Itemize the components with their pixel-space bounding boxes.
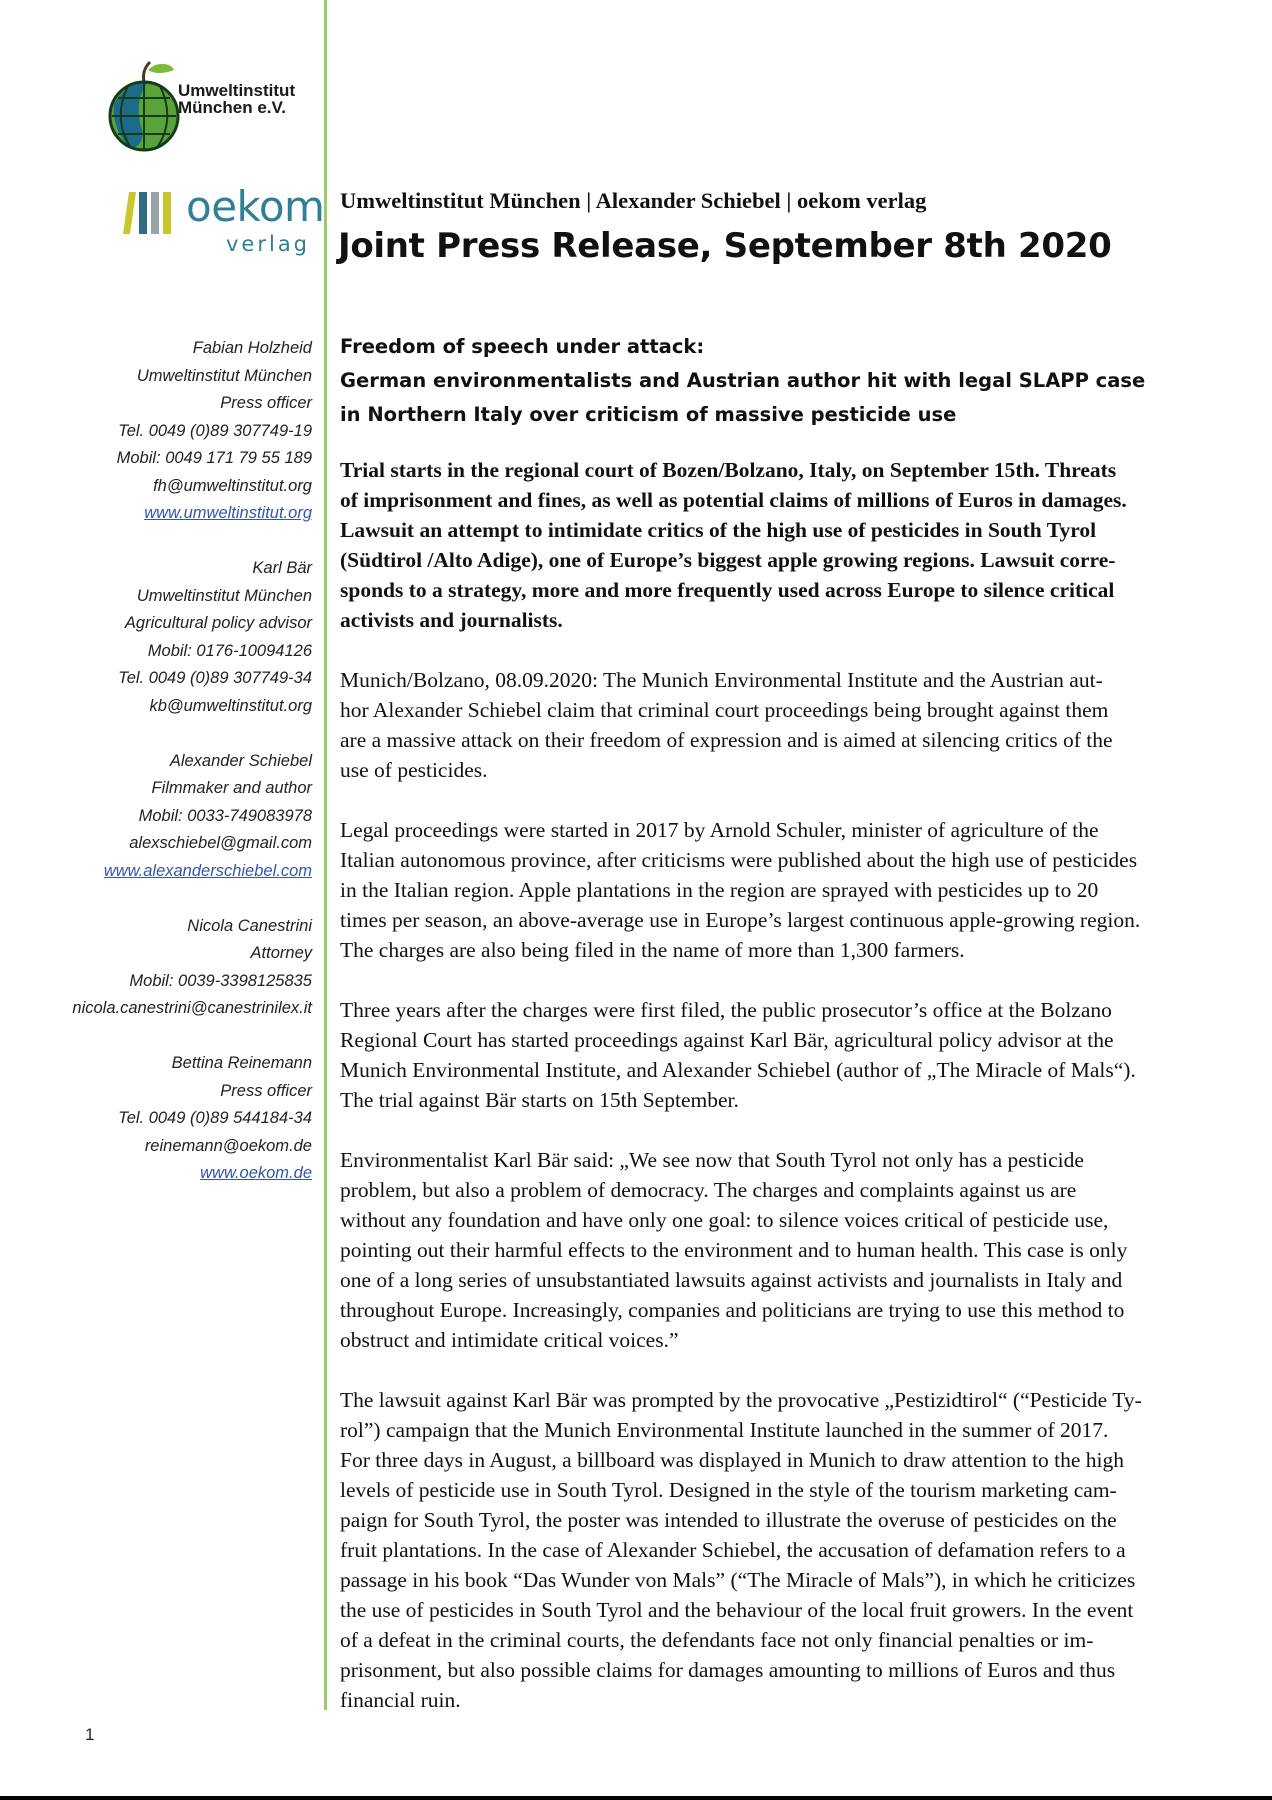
text-line: Munich/Bolzano, 08.09.2020: The Munich Environmental Institute and the Austrian aut-	[340, 668, 1103, 692]
text-line: (Südtirol /Alto Adige), one of Europe’s biggest apple growing regions. Lawsuit corre-	[340, 548, 1116, 572]
contact-organization: Umweltinstitut München	[136, 366, 312, 385]
contact-name: Alexander Schiebel	[169, 751, 312, 770]
subtitle-line: German environmentalists and Austrian author hit with legal SLAPP case	[340, 369, 1146, 392]
contact-organization: Umweltinstitut München	[136, 586, 312, 605]
contact-block	[12, 335, 312, 528]
text-line: Trial starts in the regional court of Bozen/Bolzano, Italy, on September 15th. Threats	[340, 458, 1117, 482]
page-bottom-rule	[0, 1796, 1272, 1800]
text-line: times per season, an above-average use in Europe’s largest continuous apple-growing region.	[340, 908, 1141, 932]
text-line: Regional Court has started proceedings against Karl Bär, agricultural policy advisor at the	[340, 1028, 1114, 1052]
contact-email[interactable]: alexschiebel@gmail.com	[129, 834, 312, 852]
vertical-divider	[324, 0, 327, 1710]
text-line: are a massive attack on their freedom of expression and is aimed at silencing critics of the	[340, 728, 1113, 752]
contact-role: Filmmaker and author	[151, 779, 312, 797]
body-paragraph	[340, 995, 1180, 1115]
text-line: Munich Environmental Institute, and Alexander Schiebel (author of „The Miracle of Mals“).	[340, 1058, 1136, 1082]
contacts-sidebar	[12, 335, 312, 1215]
contact-role: Attorney	[250, 944, 312, 962]
contact-website-link[interactable]: www.umweltinstitut.org	[144, 504, 312, 522]
page-number: 1	[85, 1725, 95, 1744]
text-line: For three days in August, a billboard was displayed in Munich to draw attention to the high	[340, 1448, 1125, 1472]
contact-role: Press officer	[220, 394, 312, 412]
text-line: the use of pesticides in South Tyrol and the behaviour of the local fruit growers. In the event	[340, 1598, 1134, 1622]
text-line: Lawsuit an attempt to intimidate critics of the high use of pesticides in South Tyrol	[340, 518, 1097, 542]
logo-text-line: Umweltinstitut	[178, 81, 296, 100]
oekom-verlag-logo	[118, 182, 325, 265]
contact-block	[12, 555, 312, 720]
body-paragraph	[340, 815, 1180, 965]
text-line: prisonment, but also possible claims for damages amounting to millions of Euros and thus	[340, 1658, 1116, 1682]
text-line: levels of pesticide use in South Tyrol. Designed in the style of the tourism marketing cam-	[340, 1478, 1117, 1502]
contact-email[interactable]: fh@umweltinstitut.org	[153, 476, 312, 495]
contact-website-link[interactable]: www.alexanderschiebel.com	[103, 861, 312, 880]
contact-mobile: Mobil: 0033-749083978	[138, 806, 312, 825]
oekom-wordmark: oekom	[186, 182, 325, 231]
logo-text-line: München e.V.	[178, 98, 287, 117]
text-line: rol”) campaign that the Munich Environmental Institute launched in the summer of 2017.	[340, 1418, 1109, 1442]
contact-role: Agricultural policy advisor	[124, 614, 312, 632]
contact-email[interactable]: reinemann@oekom.de	[144, 1136, 312, 1155]
contact-website-link[interactable]: www.oekom.de	[200, 1164, 312, 1182]
text-line: hor Alexander Schiebel claim that criminal court proceedings being brought against them	[340, 698, 1109, 722]
page-title: Joint Press Release, September 8th 2020	[338, 226, 1112, 266]
text-line: Three years after the charges were first filed, the public prosecutor’s office at the Bolzano	[340, 998, 1112, 1022]
text-line: throughout Europe. Increasingly, companies and politicians are trying to use this method to	[340, 1298, 1125, 1322]
contact-phone: Tel. 0049 (0)89 544184-34	[118, 1109, 312, 1127]
text-line: without any foundation and have only one goal: to silence voices critical of pesticide use,	[340, 1208, 1109, 1232]
contact-name: Karl Bär	[252, 559, 312, 577]
text-line: Legal proceedings were started in 2017 by Arnold Schuler, minister of agriculture of the	[340, 818, 1099, 842]
contact-block	[12, 1050, 312, 1188]
globe-apple-icon	[108, 60, 180, 155]
contact-email[interactable]: nicola.canestrini@canestrinilex.it	[72, 999, 312, 1017]
header-organizations: Umweltinstitut München | Alexander Schiebel | oekom verlag	[340, 188, 927, 213]
release-subtitle	[340, 330, 1200, 432]
release-body	[340, 455, 1180, 1745]
lead-paragraph	[340, 455, 1180, 635]
contact-name: Fabian Holzheid	[192, 339, 312, 357]
text-line: sponds to a strategy, more and more frequently used across Europe to silence critical	[340, 578, 1115, 602]
text-line: problem, but also a problem of democracy. The charges and complaints against us are	[340, 1178, 1077, 1202]
contact-mobile: Mobil: 0039-3398125835	[129, 971, 312, 990]
oekom-bars-icon	[118, 190, 188, 235]
text-line: Environmentalist Karl Bär said: „We see now that South Tyrol not only has a pesticide	[340, 1148, 1084, 1172]
text-line: one of a long series of unsubstantiated lawsuits against activists and journalists in Italy and	[340, 1268, 1123, 1292]
text-line: of imprisonment and fines, as well as potential claims of millions of Euros in damages.	[340, 488, 1127, 512]
text-line: obstruct and intimidate critical voices.”	[340, 1328, 679, 1352]
text-line: The trial against Bär starts on 15th September.	[340, 1088, 739, 1112]
text-line: activists and journalists.	[340, 608, 563, 632]
body-paragraph	[340, 665, 1180, 785]
text-line: pointing out their harmful effects to the environment and to human health. This case is only	[340, 1238, 1128, 1262]
verlag-wordmark: verlag	[226, 232, 311, 256]
umweltinstitut-logo	[108, 60, 313, 155]
contact-phone: Tel. 0049 (0)89 307749-19	[118, 421, 312, 440]
text-line: use of pesticides.	[340, 758, 488, 782]
text-line: of a defeat in the criminal courts, the defendants face not only financial penalties or im-	[340, 1628, 1094, 1652]
text-line: The lawsuit against Karl Bär was prompted by the provocative „Pestizidtirol“ (“Pesticide Ty-	[340, 1388, 1142, 1412]
contact-role: Press officer	[220, 1081, 312, 1100]
subtitle-line: Freedom of speech under attack:	[340, 335, 705, 358]
subtitle-line: in Northern Italy over criticism of massive pesticide use	[340, 403, 957, 426]
body-paragraph	[340, 1145, 1180, 1355]
contact-phone: Tel. 0049 (0)89 307749-34	[118, 669, 312, 687]
text-line: paign for South Tyrol, the poster was intended to illustrate the overuse of pesticides on the	[340, 1508, 1117, 1532]
text-line: fruit plantations. In the case of Alexander Schiebel, the accusation of defamation refers to a	[340, 1538, 1126, 1562]
contact-email[interactable]: kb@umweltinstitut.org	[149, 696, 312, 715]
text-line: financial ruin.	[340, 1688, 461, 1712]
contact-mobile: Mobil: 0049 171 79 55 189	[116, 449, 312, 467]
contact-name: Nicola Canestrini	[187, 916, 312, 935]
contact-name: Bettina Reinemann	[171, 1054, 312, 1072]
text-line: passage in his book “Das Wunder von Mals” (“The Miracle of Mals”), in which he criticizes	[340, 1568, 1136, 1592]
body-paragraph	[340, 1385, 1180, 1715]
contact-mobile: Mobil: 0176-10094126	[147, 641, 312, 660]
contact-block	[12, 913, 312, 1023]
text-line: Italian autonomous province, after criticisms were published about the high use of pesticides	[340, 848, 1138, 872]
text-line: The charges are also being filed in the name of more than 1,300 farmers.	[340, 938, 965, 962]
contact-block	[12, 748, 312, 886]
text-line: in the Italian region. Apple plantations in the region are sprayed with pesticides up to 20	[340, 878, 1099, 902]
